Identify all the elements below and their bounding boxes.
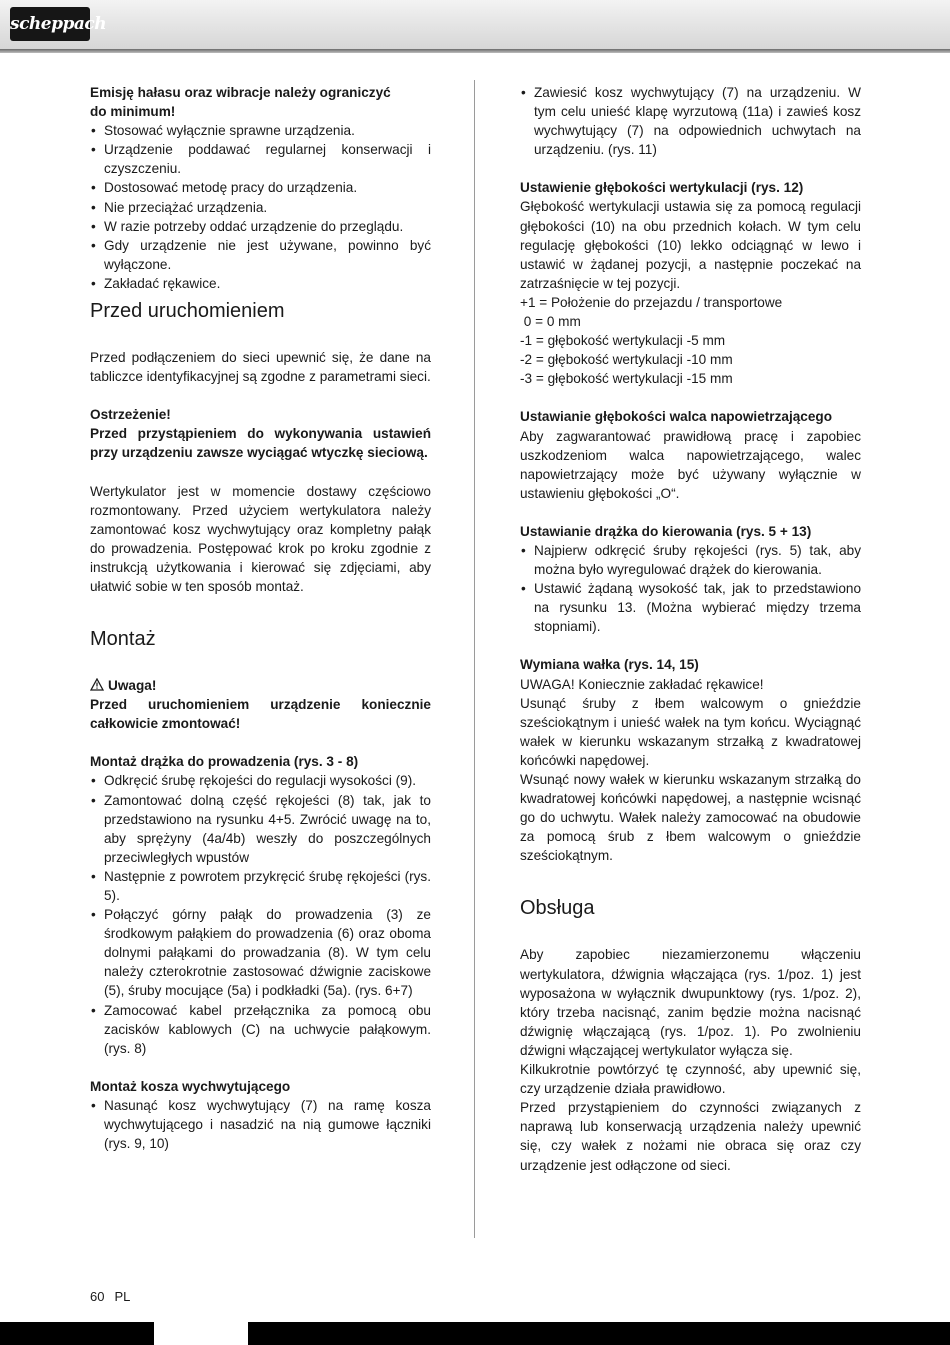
- brand-logo: scheppach: [10, 7, 90, 41]
- basket-title: Montaż kosza wychwytującego: [90, 1078, 291, 1094]
- list-item: • Urządzenie poddawać regularnej konserwacji i czyszczeniu.: [90, 140, 431, 178]
- section-title-operation: Obsługa: [520, 897, 595, 920]
- attention-text: Przed uruchomieniem urządzenie koniecznie całkowicie zmontować!: [90, 697, 431, 732]
- list-item: • Zamocować kabel przełącznika za pomocą obu zacisków kablowych (C) na uchwycie pałąkowym. (rys. 8): [90, 1001, 431, 1058]
- language-code: PL: [114, 1289, 131, 1304]
- list-item: • Ustawić żądaną wysokość tak, jak to przedstawiono na rysunku 13. (Można wybierać między trzema stopniami).: [520, 579, 861, 636]
- page-header: [0, 0, 950, 49]
- attention-title: Uwaga!: [108, 678, 157, 694]
- steer-title: Ustawianie drążka do kierowania (rys. 5 + 13): [520, 523, 812, 539]
- delivery-paragraph: Wertykulator jest w momencie dostawy częściowo rozmontowany. Przed użyciem wertykulatora należy zamontować kosz wychwytujący oraz kompletny pałąk do prowadzenia. Postępować krok po kroku zgodnie z instrukcją użytkowania i kierować się zdjęciami, aby ułatwić sobie w ten sposób montaż.: [90, 483, 431, 594]
- list-item: • Dostosować metodę pracy do urządzenia.: [90, 178, 431, 197]
- list-item: • Zawiesić kosz wychwytujący (7) na urządzeniu. W tym celu unieść klapę wyrzutową (11a) i zawieś kosz wychwytujący (7) na odpowiednich uchwytach na urządzeniu. (rys. 11): [520, 83, 861, 159]
- header-rule: [0, 49, 950, 53]
- list-item: • Gdy urządzenie nie jest używane, powinno być wyłączone.: [90, 236, 431, 274]
- section-title-assembly: Montaż: [90, 628, 156, 651]
- depth-paragraph: Głębokość wertykulacji ustawia się za pomocą regulacji głębokości (10) na obu przednich kołach. W tym celu regulację głębokości (10) lekko odciągnąć w lewo i ustawić w żądanej pozycji, a następnie poczekać na zatrzaśnięcie w tej pozycji.: [520, 199, 861, 291]
- operation-line: Kilkukrotnie powtórzyć tę czynność, aby upewnić się, czy urządzenie działa prawidłowo.: [520, 1062, 861, 1097]
- noise-heading-line-1: Emisję hałasu oraz wibracje należy ograniczyć: [90, 85, 391, 100]
- list-item: • Najpierw odkręcić śruby rękojeści (rys. 5) tak, aby można było wyregulować drążek do kierowania.: [520, 541, 861, 579]
- column-divider: [474, 80, 475, 1238]
- right-column: [520, 83, 861, 1175]
- depth-title: Ustawienie głębokości wertykulacji (rys. 12): [520, 180, 804, 196]
- aerator-title: Ustawianie głębokości walca napowietrzającego: [520, 409, 833, 425]
- handle-title: Montaż drążka do prowadzenia (rys. 3 - 8): [90, 754, 359, 770]
- noise-heading-line-2: do minimum!: [90, 104, 176, 120]
- footer-bar-left: [0, 1322, 154, 1345]
- section-title-before-start: Przed uruchomieniem: [90, 300, 285, 323]
- list-item: • Następnie z powrotem przykręcić śrubę rękojeści (rys. 5).: [90, 867, 431, 905]
- noise-list: [90, 121, 431, 293]
- attention-line: [90, 676, 431, 695]
- aerator-paragraph: Aby zagwarantować prawidłową pracę i zapobiec uszkodzeniom walca napowietrzającego, walec napowietrzający może być używany wyłącznie w ustawieniu głębokości „O“.: [520, 428, 861, 501]
- list-item: • Stosować wyłącznie sprawne urządzenia.: [90, 121, 431, 140]
- depth-line: +1 = Położenie do przejazdu / transportowe: [520, 294, 783, 310]
- handle-list: [90, 771, 431, 1057]
- list-item: • Połączyć górny pałąk do prowadzenia (3) ze środkowym pałąkiem do prowadzenia (6) oraz oboma dolnymi pałąkami do prowadzania (8). W tym celu należy czterokrotnie zastosować dźwignie zaciskowe (5), śruby mocujące (5a) i podkładki (5a). (rys. 6+7): [90, 905, 431, 1000]
- before-start-paragraph: Przed podłączeniem do sieci upewnić się, że dane na tabliczce identyfikacyjnej są zgodne z parametrami sieci.: [90, 350, 431, 385]
- depth-line: -3 = głębokość wertykulacji -15 mm: [520, 371, 733, 387]
- depth-line: 0 = 0 mm: [520, 314, 581, 330]
- left-column: [90, 83, 431, 1153]
- warning-triangle-icon: [90, 678, 104, 691]
- depth-line: -1 = głębokość wertykulacji -5 mm: [520, 333, 726, 349]
- roller-title: Wymiana wałka (rys. 14, 15): [520, 657, 699, 673]
- list-item: • W razie potrzeby oddać urządzenie do przeglądu.: [90, 217, 431, 236]
- footer-bar-right: [248, 1322, 950, 1345]
- list-item: • Nie przeciążać urządzenia.: [90, 198, 431, 217]
- basket-list: [90, 1096, 431, 1153]
- page-number: 60: [90, 1289, 105, 1304]
- roller-line: UWAGA! Koniecznie zakładać rękawice!: [520, 676, 764, 692]
- list-item: • Odkręcić śrubę rękojeści do regulacji wysokości (9).: [90, 771, 431, 790]
- roller-line: Wsunąć nowy wałek w kierunku wskazanym strzałką do kwadratowej końcówki napędowej, a następnie wcisnąć go do uchwytu. Wałek należy zamocować na obudowie za pomocą śrub z łbem walcowym o gnieździe sześciokątnym.: [520, 772, 861, 864]
- depth-line: -2 = głębokość wertykulacji -10 mm: [520, 352, 733, 368]
- warning-title: Ostrzeżenie!: [90, 407, 171, 423]
- list-item: • Nasunąć kosz wychwytujący (7) na ramę kosza wychwytującego i nasadzić na nią gumowe łączniki (rys. 9, 10): [90, 1096, 431, 1153]
- operation-line: Aby zapobiec niezamierzonemu włączeniu wertykulatora, dźwignia włączająca (rys. 1/poz. 1) jest wyposażona w wyłącznik dwupunktowy (rys. 1/poz. 2), który trzeba nacisnąć, zanim będzie można nacisnąć dźwignię włączającą (rys. 1/poz. 1). Po zwolnieniu dźwigni włączającej wertykulator wyłącza się.: [520, 947, 861, 1058]
- hang-list: [520, 83, 861, 159]
- operation-line: Przed przystąpieniem do czynności związanych z naprawą lub konserwacją urządzenia należy upewnić się, czy wałek z nożami nie obraca się oraz czy urządzenie jest odłączone od sieci.: [520, 1100, 861, 1173]
- list-item: • Zamontować dolną część rękojeści (8) tak, jak to przedstawiono na rysunku 4+5. Zwrócić uwagę na to, aby sprężyny (4a/4b) weszły do poszczególnych przeciwległych wpustów: [90, 791, 431, 867]
- steer-list: [520, 541, 861, 636]
- roller-line: Usunąć śruby z łbem walcowym o gnieździe sześciokątnym i unieść wałek na tym końcu. Wyciągnąć wałek w kierunku wskazanym strzałką z kwadratowej końcówki napędowej.: [520, 695, 861, 768]
- list-item: • Zakładać rękawice.: [90, 274, 431, 293]
- page-footer: [90, 1289, 140, 1304]
- warning-text: Przed przystąpieniem do wykonywania ustawień przy urządzeniu zawsze wyciągać wtyczkę sieciową.: [90, 426, 431, 461]
